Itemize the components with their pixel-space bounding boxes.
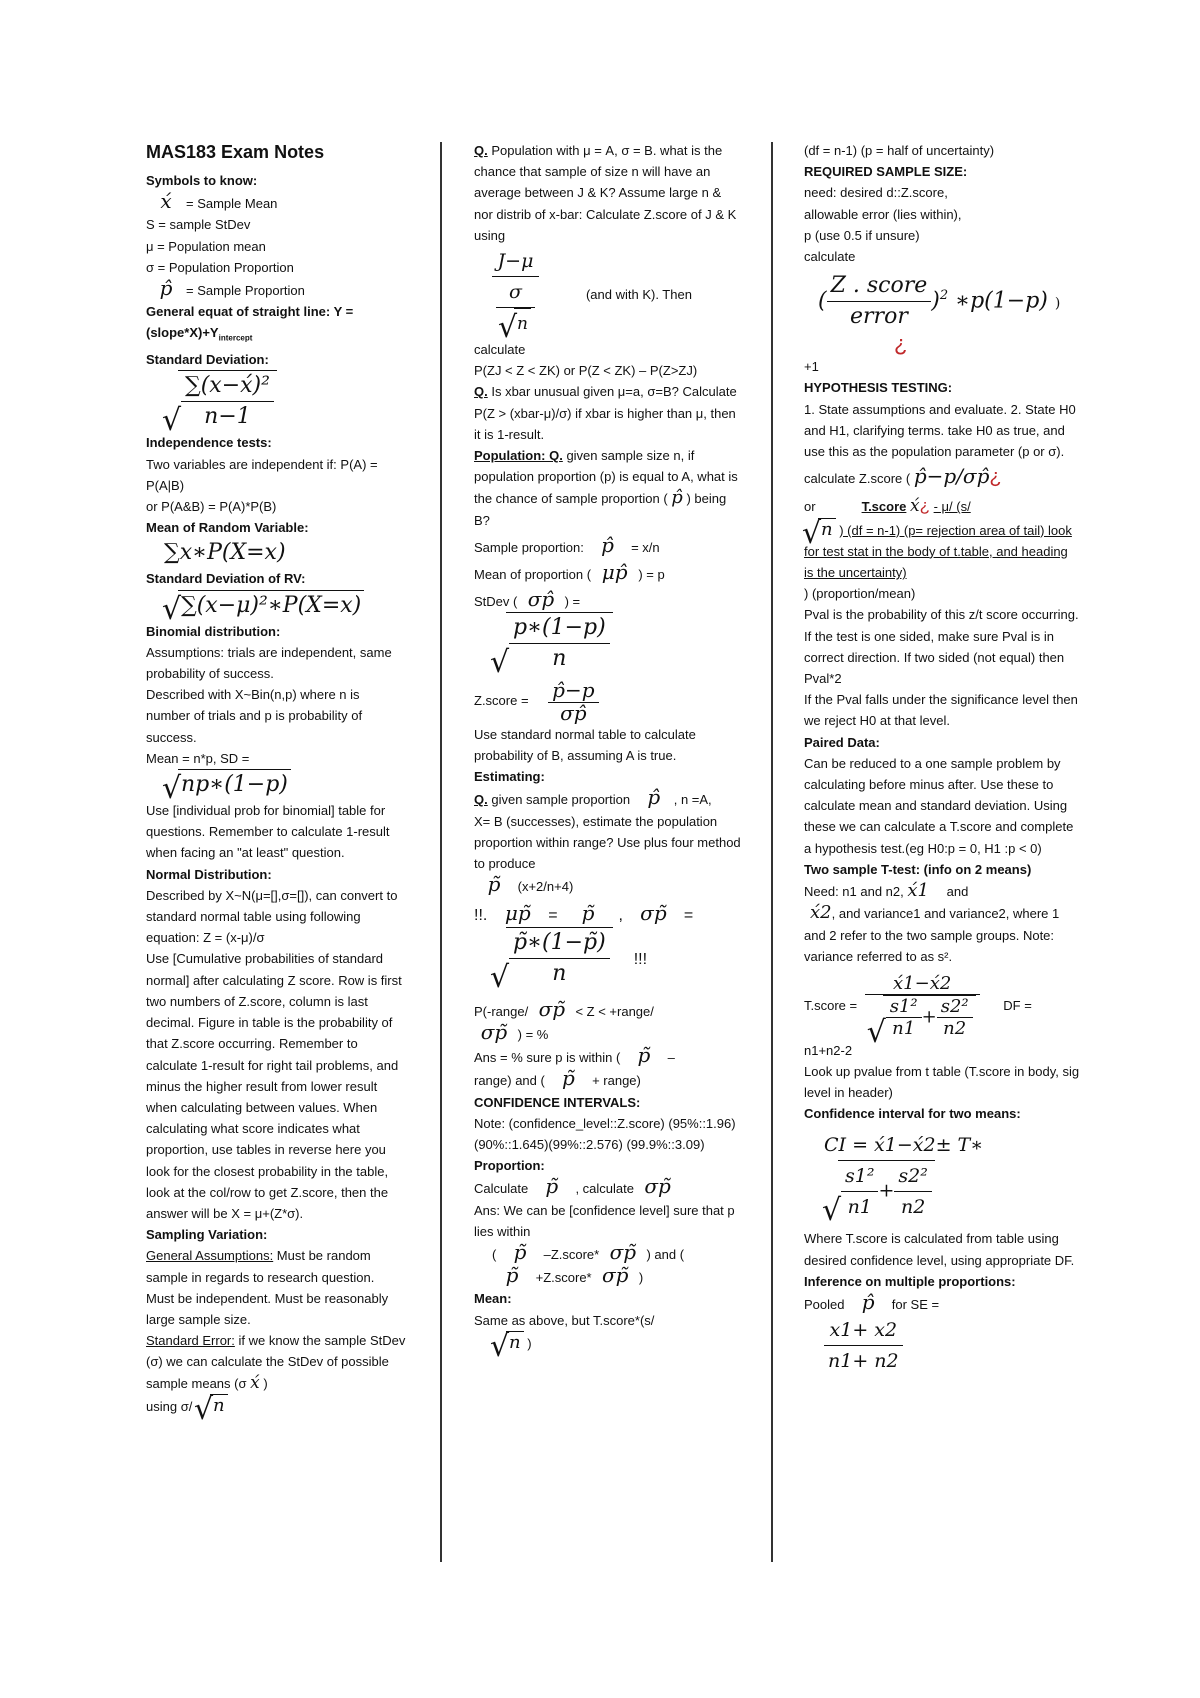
sample-proportion-eq: = x/n	[631, 539, 660, 555]
q1-numerator: J−μ	[492, 246, 539, 277]
standard-error-using	[146, 1394, 406, 1417]
stdev-numerator: √ p∗(1−p)	[509, 613, 610, 644]
page-title: MAS183 Exam Notes	[146, 142, 325, 162]
binomial-text-2: Described with X~Bin(n,p) where n is number of trials and p is probability of success.	[146, 687, 363, 745]
df-label: DF =	[1003, 997, 1032, 1013]
mean-rv-formula: ∑x∗P(X=x)	[164, 540, 286, 566]
mean-proportion-label: Mean of proportion (	[474, 567, 592, 583]
ans-ptilde-2: p̃	[562, 1066, 575, 1091]
est-q-phat: p̂	[647, 785, 661, 810]
interval-close: )	[638, 1270, 644, 1286]
sd-rv-formula	[146, 590, 406, 621]
binomial-sd-expression: np∗(1−p)	[178, 769, 291, 800]
ans-text-2: –	[667, 1050, 675, 1066]
stdev-formula	[474, 612, 742, 674]
q3-end: ) being B?	[474, 491, 727, 528]
q3-text	[474, 445, 742, 531]
interval-sigma-1: σp̃	[609, 1239, 637, 1264]
q1-body: Population with μ = A, σ = B. what is the chance that sample of size n will have an average between J & K? Assume large n & nor distrib of x-bar: Calculate Z.score of J & K using	[474, 143, 737, 243]
column-2	[474, 140, 742, 1354]
pooled-denominator: n1+ n2	[828, 1350, 899, 1373]
mean-proportion-symbol: μp̂	[601, 560, 628, 585]
range-sigma-1: σp̃	[538, 996, 566, 1021]
tscore-red: ¿	[919, 496, 930, 516]
est-q-n: , n =A,	[673, 792, 712, 808]
estimating-rest: X= B (successes), estimate the population proportion within range? Use plus four method to produce	[474, 813, 741, 872]
mu-ptilde: μp̃	[504, 901, 531, 926]
need-row-2	[804, 902, 1080, 967]
interval-and: ) and (	[646, 1246, 685, 1262]
phat-definition: = Sample Proportion	[186, 283, 305, 299]
symbol-xbar-row	[146, 191, 406, 214]
normal-text-1: Described by X~N(μ=[],σ=[]), can convert to standard normal table using following equation: Z = (x-μ)/σ	[146, 887, 398, 946]
paired-text: Can be reduced to a one sample problem by calculating before minus after. Use these to calculate mean and standard deviation. Using these we can calculate a T.score and complete a hypothesis test.(eg H0:p = 0, H1 :p < 0)	[804, 755, 1074, 856]
ptilde-symbol: p̃	[487, 872, 501, 897]
straight-line-sub: intercept	[218, 334, 253, 344]
pooled-for: for SE =	[891, 1296, 940, 1312]
stdev-denominator: n	[552, 646, 567, 672]
q1-probability: P(ZJ < Z < ZK) or P(Z < ZK) – P(Z>ZJ)	[474, 363, 698, 379]
q1-text	[474, 140, 742, 246]
mean-proportion-eq: ) = p	[638, 567, 665, 583]
pval-text-1: Pval is the probability of this z/t score occurring. If the test is one sided, make sure Pval is in correct direction. If two sided (not equal) then Pval*2	[804, 607, 1079, 687]
range-row	[474, 996, 742, 1022]
q1-and-text: (and with K). Then	[585, 286, 692, 302]
stdev-eq: ) =	[564, 594, 581, 610]
estimating-heading: Estimating:	[474, 769, 545, 785]
required-text-4: calculate	[804, 249, 856, 265]
ans-row	[474, 1045, 742, 1068]
q1-calculate: calculate	[474, 342, 526, 358]
need-row	[804, 880, 1080, 902]
required-denominator: error	[850, 304, 908, 330]
standard-error-label: Standard Error:	[146, 1333, 235, 1349]
standard-error-xbar: x́	[250, 1372, 260, 1393]
hypothesis-z-row	[804, 466, 1080, 489]
ci-note: Note: (confidence_level::Z.score) (95%::1.96)(90%::1.645)(99%::2.576) (99.9%::3.09)	[474, 1115, 736, 1152]
ci-heading: CONFIDENCE INTERVALS:	[474, 1094, 641, 1110]
need-x1: x́1	[907, 880, 929, 902]
sigma-definition: σ = Population Proportion	[146, 259, 294, 275]
tilde-sd-formula	[474, 927, 742, 989]
ans-text-4: + range)	[592, 1073, 641, 1089]
interval-sigma-2: σp̃	[602, 1263, 629, 1288]
pooled-formula	[804, 1315, 1080, 1376]
tscore-sqrt-n: n	[818, 518, 836, 540]
ans-text-1: Ans = % sure p is within (	[474, 1050, 621, 1066]
comma: ,	[618, 907, 623, 925]
ci-two-n2: n2	[900, 1196, 926, 1219]
independence-heading: Independence tests:	[146, 435, 272, 451]
plus-one: +1	[804, 359, 819, 375]
sample-proportion-label: Sample proportion:	[474, 539, 584, 555]
standard-error	[146, 1330, 406, 1394]
independence-text-1: Two variables are independent if: P(A) = P(A|B)	[146, 456, 378, 493]
mean-sqrt-row	[474, 1331, 742, 1354]
stdev-symbol: σp̂	[527, 587, 555, 612]
column-1	[146, 140, 406, 1417]
est-q-label: Q.	[474, 792, 488, 808]
standard-error-text: if we know the sample StDev (σ) we can calculate the StDev of possible sample means (σ	[146, 1333, 406, 1391]
need-and: and	[946, 884, 969, 900]
two-t-n1: n1	[892, 1018, 916, 1040]
interval-row-1	[474, 1239, 742, 1265]
interval-ptilde-1: p̃	[513, 1239, 527, 1264]
standard-error-sqrt-n: n	[210, 1394, 228, 1416]
calculate-label: Calculate	[474, 1181, 529, 1197]
zscore-row	[474, 680, 742, 723]
sigma-ptilde: σp̃	[640, 901, 667, 926]
range-text-3: ) = %	[517, 1026, 549, 1042]
general-assumptions	[146, 1245, 406, 1330]
interval-row-2	[474, 1265, 742, 1288]
binomial-heading: Binomial distribution:	[146, 623, 281, 639]
q3-phat: p̂	[671, 487, 683, 509]
need-rest: , and variance1 and variance2, where 1 and 2 refer to the two sample groups. Note: variance referred to as s².	[804, 906, 1060, 964]
mean-proportion-row	[474, 562, 742, 585]
column-3	[804, 140, 1080, 1376]
hypothesis-z-red: ¿	[989, 466, 1002, 489]
sample-proportion-row	[474, 532, 742, 558]
normal-heading: Normal Distribution:	[146, 866, 272, 882]
required-text-3: p (use 0.5 if unsure)	[804, 227, 920, 243]
normal-text-2: Use [Cumulative probabilities of standard normal] after calculating Z score. Row is first two numbers of Z.score, column is last decimal. Figure in table is the probability of that Z.score occurring. Remember to calculate 1-result for right tail problems, and minus the higher result from lower result when calculating between values. When calculating what score indicates what proportion, use tables in reverse here you look for the closest probability in the table, look at the col/row to get Z.score, then the answer will be X = μ+(Z*σ).	[146, 951, 402, 1221]
tscore-end: ) (proportion/mean)	[804, 586, 916, 602]
required-text-1: need: desired d::Z.score,	[804, 185, 948, 201]
ans-text-3: range) and (	[474, 1073, 545, 1089]
required-numerator: Z . score	[827, 271, 932, 302]
required-formula: ( $\frac{\text{Z . score}}{\text{error}}$ )$^2$ ∗p(1−p) )	[804, 271, 1080, 332]
binomial-text-1: Assumptions: trials are independent, same probability of success.	[146, 644, 392, 682]
q3-body: given sample size n, if population proportion (p) is equal to A, what is the chance of sample proportion (	[474, 448, 738, 507]
pval-text-2: If the Pval falls under the significance level then we reject H0 at that level.	[804, 692, 1078, 729]
tscore-df-row	[804, 518, 1080, 584]
ans-row-2	[474, 1068, 742, 1091]
tscore-label: T.score	[861, 499, 907, 515]
straight-line-text	[146, 301, 406, 349]
column-divider-left	[440, 142, 442, 1562]
required-red-mark: ¿	[894, 331, 908, 357]
equals-1: =	[548, 907, 558, 925]
equals-2: =	[683, 907, 694, 925]
range-row-2	[474, 1019, 742, 1045]
q3-label: Population: Q.	[474, 448, 563, 464]
use-standard-table: Use standard normal table to calculate probability of B, assuming A is true.	[474, 726, 696, 764]
general-assumptions-label: General Assumptions:	[146, 1248, 274, 1264]
ans-confidence: Ans: We can be [confidence level] sure that p lies within	[474, 1202, 735, 1239]
two-t-s1: √ s1²	[886, 996, 922, 1018]
required-exponent: 2	[939, 288, 949, 304]
q2-label: Q.	[474, 384, 488, 400]
required-sample-heading: REQUIRED SAMPLE SIZE:	[804, 164, 968, 180]
required-text-2: allowable error (lies within),	[804, 206, 962, 222]
ci-two-s2: s2²	[894, 1161, 931, 1192]
pooled-row	[804, 1289, 1080, 1315]
sd-denominator: n−1	[204, 404, 251, 430]
tilde-denominator: n	[552, 960, 567, 986]
paired-heading: Paired Data:	[804, 734, 880, 750]
mean-text: Same as above, but T.score*(s/	[474, 1312, 655, 1328]
need-label: Need: n1 and n2,	[804, 884, 904, 900]
xbar-symbol: x́	[160, 189, 172, 214]
sample-proportion-symbol: p̂	[601, 532, 614, 557]
symbols-heading: Symbols to know:	[146, 173, 258, 188]
pooled-phat: p̂	[861, 1289, 875, 1314]
q2-body: Is xbar unusual given μ=a, σ=B? Calculate P(Z > (xbar-μ)/σ) if xbar is higher than μ, then it is 1-result.	[474, 384, 737, 442]
interval-plus: +Z.score*	[535, 1270, 592, 1286]
interval-open-1: (	[492, 1246, 497, 1262]
ptilde-2: p̃	[581, 901, 595, 926]
mean-sqrt-n: n	[506, 1331, 524, 1353]
tilde-identity-row	[474, 903, 742, 926]
pooled-label: Pooled	[804, 1296, 845, 1312]
hypothesis-z-label: calculate Z.score (	[804, 471, 911, 487]
zscore-numerator: p̂−p	[548, 680, 598, 702]
mean-close: )	[527, 1335, 532, 1351]
q2-text	[474, 381, 742, 445]
ci-two-formula	[804, 1130, 1080, 1222]
plus-four-row	[474, 874, 742, 897]
ci-two-n1: n1	[847, 1196, 872, 1219]
standard-error-close: )	[263, 1375, 268, 1391]
q1-label: Q.	[474, 143, 488, 158]
sd-formula	[146, 370, 406, 432]
estimating-question	[474, 787, 742, 810]
independence-text-2: or P(A&B) = P(A)*P(B)	[146, 499, 277, 515]
df-value: n1+n2-2	[804, 1042, 853, 1058]
phat-symbol: p̂	[159, 276, 173, 301]
stdev-label: StDev (	[474, 594, 518, 610]
required-rest: ∗p(1−p)	[955, 288, 1048, 314]
hypothesis-text-1: 1. State assumptions and evaluate. 2. State H0 and H1, clarifying terms. take H0 as true, and use this as the population parameter (p or σ).	[804, 401, 1076, 460]
lookup-text: Look up pvalue from t table (T.score in body, sig level in header)	[804, 1063, 1080, 1100]
plus-four-text: (x+2/n+4)	[517, 879, 574, 895]
q1-formula	[474, 246, 742, 339]
tscore-rest: - μ/ (s/	[933, 499, 971, 515]
ci-where-text: Where T.score is calculated from table using desired confidence level, using appropriate DF.	[804, 1231, 1075, 1268]
hypothesis-z-formula: p̂−p/σp̂	[913, 464, 990, 489]
binomial-sd-formula	[146, 769, 406, 800]
sd-rv-heading: Standard Deviation of RV:	[146, 571, 306, 587]
pooled-numerator: x1+ x2	[824, 1315, 903, 1346]
required-close: )	[1054, 295, 1061, 312]
tscore-df: ) (df = n-1) (p= rejection area of tail) look for test stat in the body of t.table, and heading is the uncertainty)	[804, 522, 1072, 581]
tscore-row	[804, 495, 1080, 517]
general-assumptions-text: Must be random sample in regards to research question. Must be independent. Must be reasonably large sample size.	[146, 1248, 389, 1327]
two-t-plus: +	[921, 1006, 937, 1028]
ci-two-lhs: CI = x́1−x́2± T∗	[824, 1134, 984, 1157]
sd-numerator: √ ∑(x−x́)²	[181, 371, 274, 402]
tscore-two-row	[804, 973, 1080, 1040]
standard-error-using-text: using σ/	[146, 1398, 193, 1414]
df-line: (df = n-1) (p = half of uncertainty)	[804, 143, 995, 158]
s-definition: S = sample StDev	[146, 217, 251, 233]
mean-rv-heading: Mean of Random Variable:	[146, 520, 309, 536]
q1-den-sqrt-n: n	[514, 308, 531, 339]
q1-den-sigma: σ	[496, 277, 535, 308]
ci-two-s1: √ s1²	[841, 1161, 878, 1192]
two-t-n2: n2	[943, 1018, 967, 1040]
mean-heading: Mean:	[474, 1291, 512, 1307]
hypothesis-heading: HYPOTHESIS TESTING:	[804, 380, 953, 396]
range-text-1: P(-range/	[474, 1003, 529, 1019]
calculate-mid: , calculate	[575, 1181, 634, 1197]
est-q-text: given sample proportion	[487, 792, 631, 808]
sampling-heading: Sampling Variation:	[146, 1227, 268, 1243]
column-divider-right	[771, 142, 773, 1562]
calculate-row	[474, 1176, 742, 1199]
mu-definition: μ = Population mean	[146, 238, 266, 254]
range-sigma-2: σp̃	[480, 1019, 508, 1044]
binomial-text-4: Use [individual prob for binomial] table for questions. Remember to calculate 1-result when facing an "at least" question.	[146, 803, 390, 861]
sd-heading: Standard Deviation:	[146, 352, 269, 368]
straight-line-main: General equat of straight line: Y = (slope*X)+Y	[146, 304, 354, 341]
two-t-s2: s2²	[937, 996, 973, 1018]
two-sample-heading: Two sample T-test: (info on 2 means)	[804, 861, 1032, 877]
ci-two-plus: +	[878, 1179, 895, 1202]
symbol-phat-row	[146, 278, 406, 301]
two-t-label: T.score =	[804, 997, 858, 1013]
stdev-row	[474, 589, 742, 612]
calculate-sigma: σp̃	[644, 1174, 671, 1199]
two-t-numerator: x́1−x́2	[865, 973, 980, 995]
bang-open: !!.	[474, 907, 488, 925]
interval-ptilde-2: p̃	[505, 1263, 519, 1288]
need-x2: x́2	[810, 902, 832, 924]
calculate-ptilde: p̃	[545, 1174, 559, 1199]
proportion-heading: Proportion:	[474, 1158, 545, 1174]
bang-close: !!!	[633, 951, 648, 969]
xbar-definition: = Sample Mean	[186, 196, 278, 212]
range-text-2: < Z < +range/	[575, 1003, 654, 1019]
multi-proportions-heading: Inference on multiple proportions:	[804, 1273, 1016, 1289]
zscore-denominator: σp̂	[560, 700, 587, 725]
tilde-numerator: √ p̃∗(1−p̃)	[509, 928, 610, 959]
tscore-xbar: x́	[910, 496, 920, 517]
sd-rv-expression: ∑(x−μ)²∗P(X=x)	[178, 590, 364, 621]
ci-two-heading: Confidence interval for two means:	[804, 1106, 1021, 1122]
binomial-text-3: Mean = n*p, SD =	[146, 750, 250, 766]
or-label: or	[804, 499, 816, 515]
ans-ptilde-1: p̃	[637, 1043, 651, 1068]
zscore-label: Z.score =	[474, 693, 529, 709]
interval-minus: –Z.score*	[543, 1246, 600, 1262]
